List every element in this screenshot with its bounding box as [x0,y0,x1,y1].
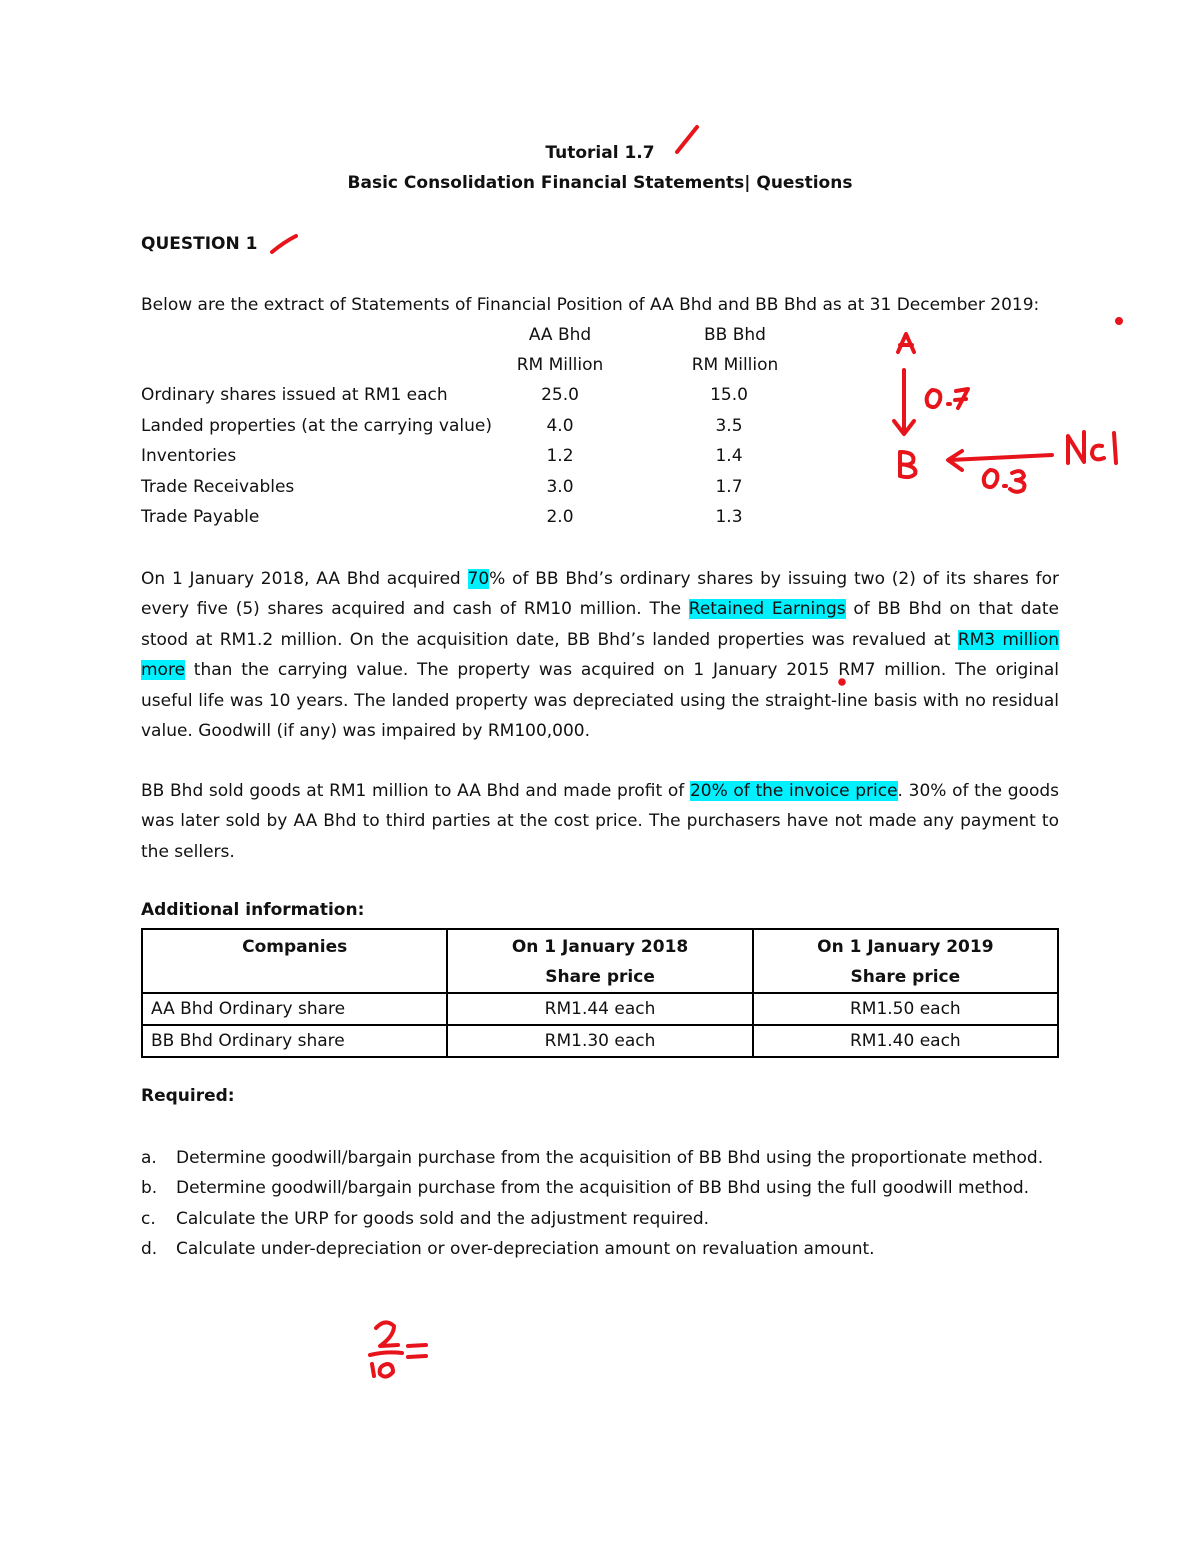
fin-row-bb: 1.4 [715,446,743,466]
letter-b-mark [900,452,915,477]
ratio-0-3-mark [984,470,1025,492]
list-item-marker: c. [141,1208,156,1229]
table-cell-price-2019: RM1.50 each [753,993,1058,1025]
para1-text: of BB Bhd on that date stood at RM1.2 million. On the acquisition date, BB Bhd’s landed properties was revalued at [141,599,1059,650]
nci-mark [1068,432,1116,463]
list-item [141,1173,1059,1203]
fin-row-aa: 1.2 [546,446,574,466]
highlight-profit-margin: 20% of the invoice price [689,781,898,801]
list-item [141,1234,1059,1264]
ratio-0-7-mark [927,389,968,408]
list-item [141,1204,1059,1234]
col-unit-aa: RM Million [516,355,604,375]
table-header-companies: Companies [142,929,447,993]
document-subtitle: Basic Consolidation Financial Statements| Questions [347,173,853,193]
list-item-text: Determine goodwill/bargain purchase from the acquisition of BB Bhd using the full goodwill method. [176,1178,1030,1199]
fin-row-aa: 3.0 [546,477,574,497]
fin-row [141,416,841,446]
col-unit-bb: RM Million [691,355,779,375]
highlight-revaluation: RM3 million more [141,629,1060,681]
table-row [142,1025,1058,1057]
highlight-retained-earnings: Retained Earnings [688,599,846,620]
para1-text: % of BB Bhd’s ordinary shares by issuing two (2) of its shares for every five (5) shares acquired and cash of RM10 million. The [141,569,1059,620]
letter-a-mark [898,334,914,352]
para2-text: . 30% of the goods was later sold by AA Bhd to third parties at the cost price. The purchasers have not made any payment to the sellers. [141,781,1059,862]
col-header-bb: BB Bhd [704,325,766,345]
intragroup-sales-paragraph [141,776,1059,867]
required-list [141,1143,1059,1265]
fin-row-label: Trade Payable [141,507,260,527]
list-item-marker: d. [141,1239,158,1260]
acquisition-paragraph [141,564,1059,746]
fin-row [141,446,841,476]
document-title: Tutorial 1.7 [545,143,655,163]
list-item-marker: b. [141,1178,158,1199]
question-heading: QUESTION 1 [141,234,258,254]
list-item-marker: a. [141,1148,157,1168]
left-arrow-icon [948,451,1052,470]
table-cell-price-2018: RM1.44 each [447,993,752,1025]
fin-row-label: Landed properties (at the carrying value) [141,416,492,436]
table-header-2018: On 1 January 2018 Share price [447,929,752,993]
fin-row-label: Trade Receivables [141,477,295,497]
table-header-2019: On 1 January 2019 Share price [753,929,1058,993]
table-cell-price-2019: RM1.40 each [753,1025,1058,1057]
table-row [142,993,1058,1025]
table-cell-price-2018: RM1.30 each [447,1025,752,1057]
share-price-table [141,928,1059,1058]
para1-text: than the carrying value. The property was acquired on 1 January 2015 RM7 million. The original useful life was 10 years. The landed property was depreciated using the straight-line basis with no residual value. Goodwill (if any) was impaired by RM100,000. [141,660,1059,742]
fin-row-bb: 3.5 [715,416,743,436]
required-heading: Required: [141,1086,235,1106]
question-intro: Below are the extract of Statements of Financial Position of AA Bhd and BB Bhd as at 31 December 2019: [141,295,1040,315]
list-item [141,1143,1059,1173]
table-header-row [142,929,1058,993]
fin-row-label: Ordinary shares issued at RM1 each [141,385,448,405]
fin-row-bb: 1.3 [715,507,743,527]
fin-row-aa: 2.0 [546,507,574,527]
fraction-2-10-mark [370,1322,426,1376]
check-mark-icon [272,236,296,252]
table-cell-company: AA Bhd Ordinary share [142,993,447,1025]
fin-row-aa: 25.0 [541,385,579,405]
fin-row-bb: 1.7 [715,477,743,497]
col-header-aa: AA Bhd [528,325,592,345]
table-cell-company: BB Bhd Ordinary share [142,1025,447,1057]
list-item-text: Calculate the URP for goods sold and the adjustment required. [176,1208,710,1229]
fin-row [141,385,841,415]
para1-text: On 1 January 2018, AA Bhd acquired [141,569,468,589]
list-item-text: Calculate under-depreciation or over-depreciation amount on revaluation amount. [176,1239,875,1260]
fin-row-aa: 4.0 [546,416,574,436]
fin-row-label: Inventories [141,446,237,466]
down-arrow-icon [894,370,914,434]
fin-row [141,507,841,537]
additional-heading: Additional information: [141,900,365,920]
ink-dot [1117,319,1121,323]
fin-row-bb: 15.0 [710,385,748,405]
para2-text: BB Bhd sold goods at RM1 million to AA Bhd and made profit of [141,781,690,801]
fin-row [141,477,841,507]
list-item-text: Determine goodwill/bargain purchase from the acquisition of BB Bhd using the proportionate method. [176,1148,1044,1168]
highlight-ownership-percent: 70 [467,569,490,589]
